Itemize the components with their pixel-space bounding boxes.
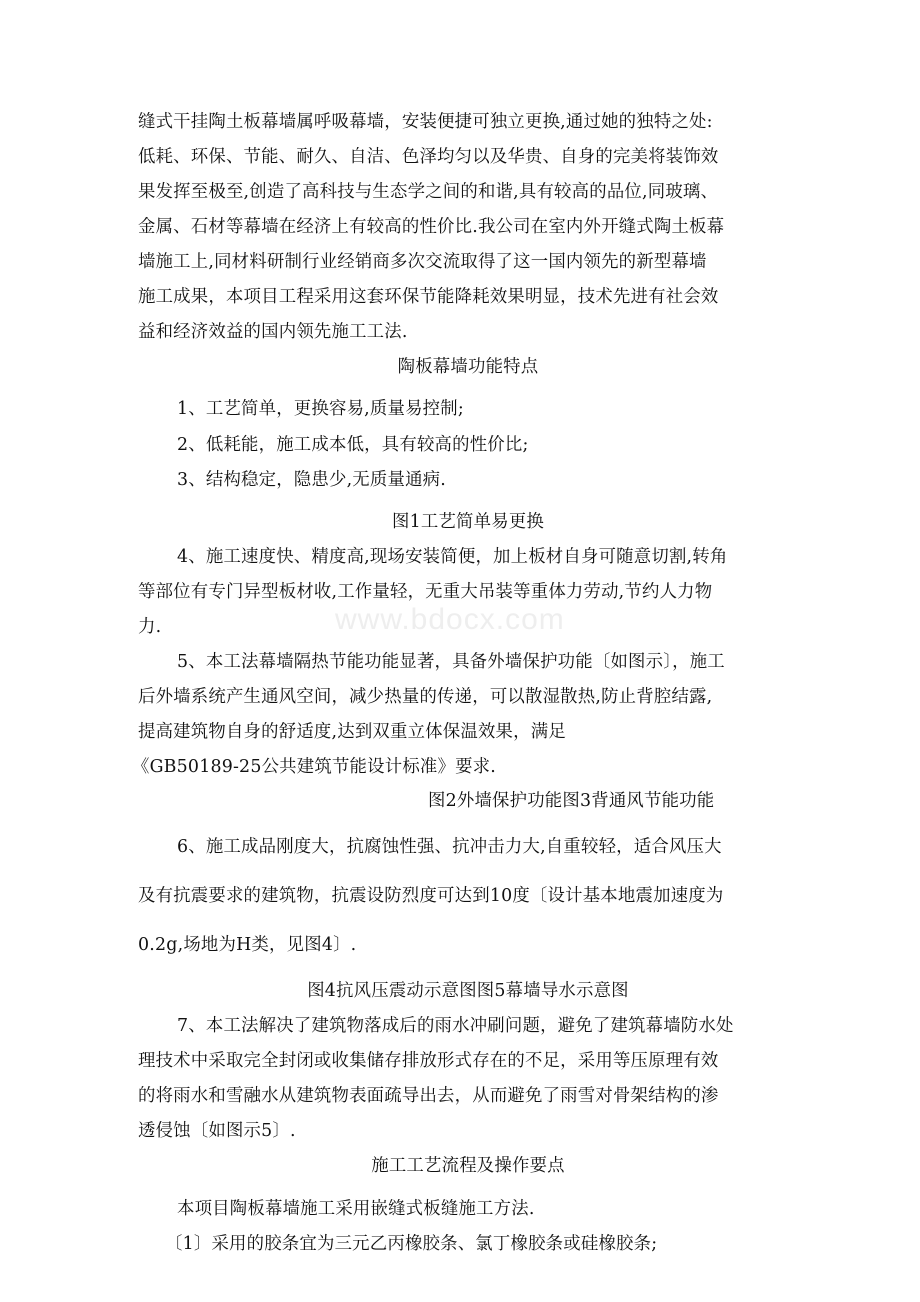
paragraph-line: 透侵蚀〔如图示5〕.: [138, 1121, 296, 1141]
intro-line: 益和经济效益的国内领先施工工法.: [138, 322, 408, 342]
list-item: 1、工艺简单，更换容易,质量易控制;: [177, 399, 464, 419]
paragraph-line: 0.2g,场地为H类，见图4〕.: [138, 935, 357, 955]
paragraph-line: 6、施工成品刚度大，抗腐蚀性强、抗冲击力大,自重较轻，适合风压大: [177, 837, 722, 857]
paragraph-line: 等部位有专门异型板材收,工作量轻，无重大吊装等重体力劳动,节约人力物: [138, 582, 713, 602]
figure-caption: 图2外墙保护功能图3背通风节能功能: [428, 791, 715, 811]
figure-caption: 图1工艺简单易更换: [392, 512, 544, 532]
intro-line: 金属、石材等幕墙在经济上有较高的性价比.我公司在室内外开缝式陶土板幕: [138, 217, 725, 237]
list-item: 2、低耗能，施工成本低，具有较高的性价比;: [177, 435, 529, 455]
paragraph-line: 本项目陶板幕墙施工采用嵌缝式板缝施工方法.: [177, 1199, 535, 1219]
paragraph-line: 7、本工法解决了建筑物落成后的雨水冲刷问题，避免了建筑幕墙防水处: [177, 1016, 734, 1036]
list-item: 3、结构稳定，隐患少,无质量通病.: [177, 470, 446, 490]
paragraph-line: 〔1〕采用的胶条宜为三元乙丙橡胶条、氯丁橡胶条或硅橡胶条;: [165, 1234, 658, 1254]
paragraph-line: 5、本工法幕墙隔热节能功能显著，具备外墙保护功能〔如图示〕，施工: [177, 652, 725, 672]
paragraph-line: 提高建筑物自身的舒适度,达到双重立体保温效果，满足: [138, 722, 566, 742]
paragraph-line: 后外墙系统产生通风空间，减少热量的传递，可以散湿散热,防止背腔结露,: [138, 687, 713, 707]
intro-line: 缝式干挂陶土板幕墙属呼吸幕墙，安装便捷可独立更换,通过她的独特之处:: [138, 112, 713, 132]
paragraph-line: 理技术中采取完全封闭或收集储存排放形式存在的不足，采用等压原理有效: [138, 1051, 719, 1071]
figure-caption: 图4抗风压震动示意图图5幕墙导水示意图: [307, 981, 629, 1001]
intro-line: 果发挥至极至,创造了高科技与生态学之间的和谐,具有较高的品位,同玻璃、: [138, 182, 719, 202]
paragraph-line: 4、施工速度快、精度高,现场安装简便，加上板材自身可随意切割,转角: [177, 547, 728, 567]
paragraph-line: 及有抗震要求的建筑物，抗震设防烈度可达到10度〔设计基本地震加速度为: [138, 886, 724, 906]
intro-line: 墙施工上,同材料研制行业经销商多次交流取得了这一国内领先的新型幕墙: [138, 252, 707, 272]
paragraph-line: 《GB50189-25公共建筑节能设计标准》要求.: [132, 757, 496, 777]
section-title: 施工工艺流程及操作要点: [371, 1156, 565, 1176]
intro-line: 低耗、环保、节能、耐久、自洁、色泽均匀以及华贵、自身的完美将装饰效: [138, 147, 719, 167]
paragraph-line: 的将雨水和雪融水从建筑物表面疏导出去，从而避免了雨雪对骨架结构的渗: [138, 1086, 719, 1106]
paragraph-line: 力.: [138, 617, 162, 637]
intro-line: 施工成果，本项目工程采用这套环保节能降耗效果明显，技术先进有社会效: [138, 287, 719, 307]
watermark: www.bdocx.com: [335, 603, 565, 636]
section-title: 陶板幕墙功能特点: [397, 357, 539, 377]
